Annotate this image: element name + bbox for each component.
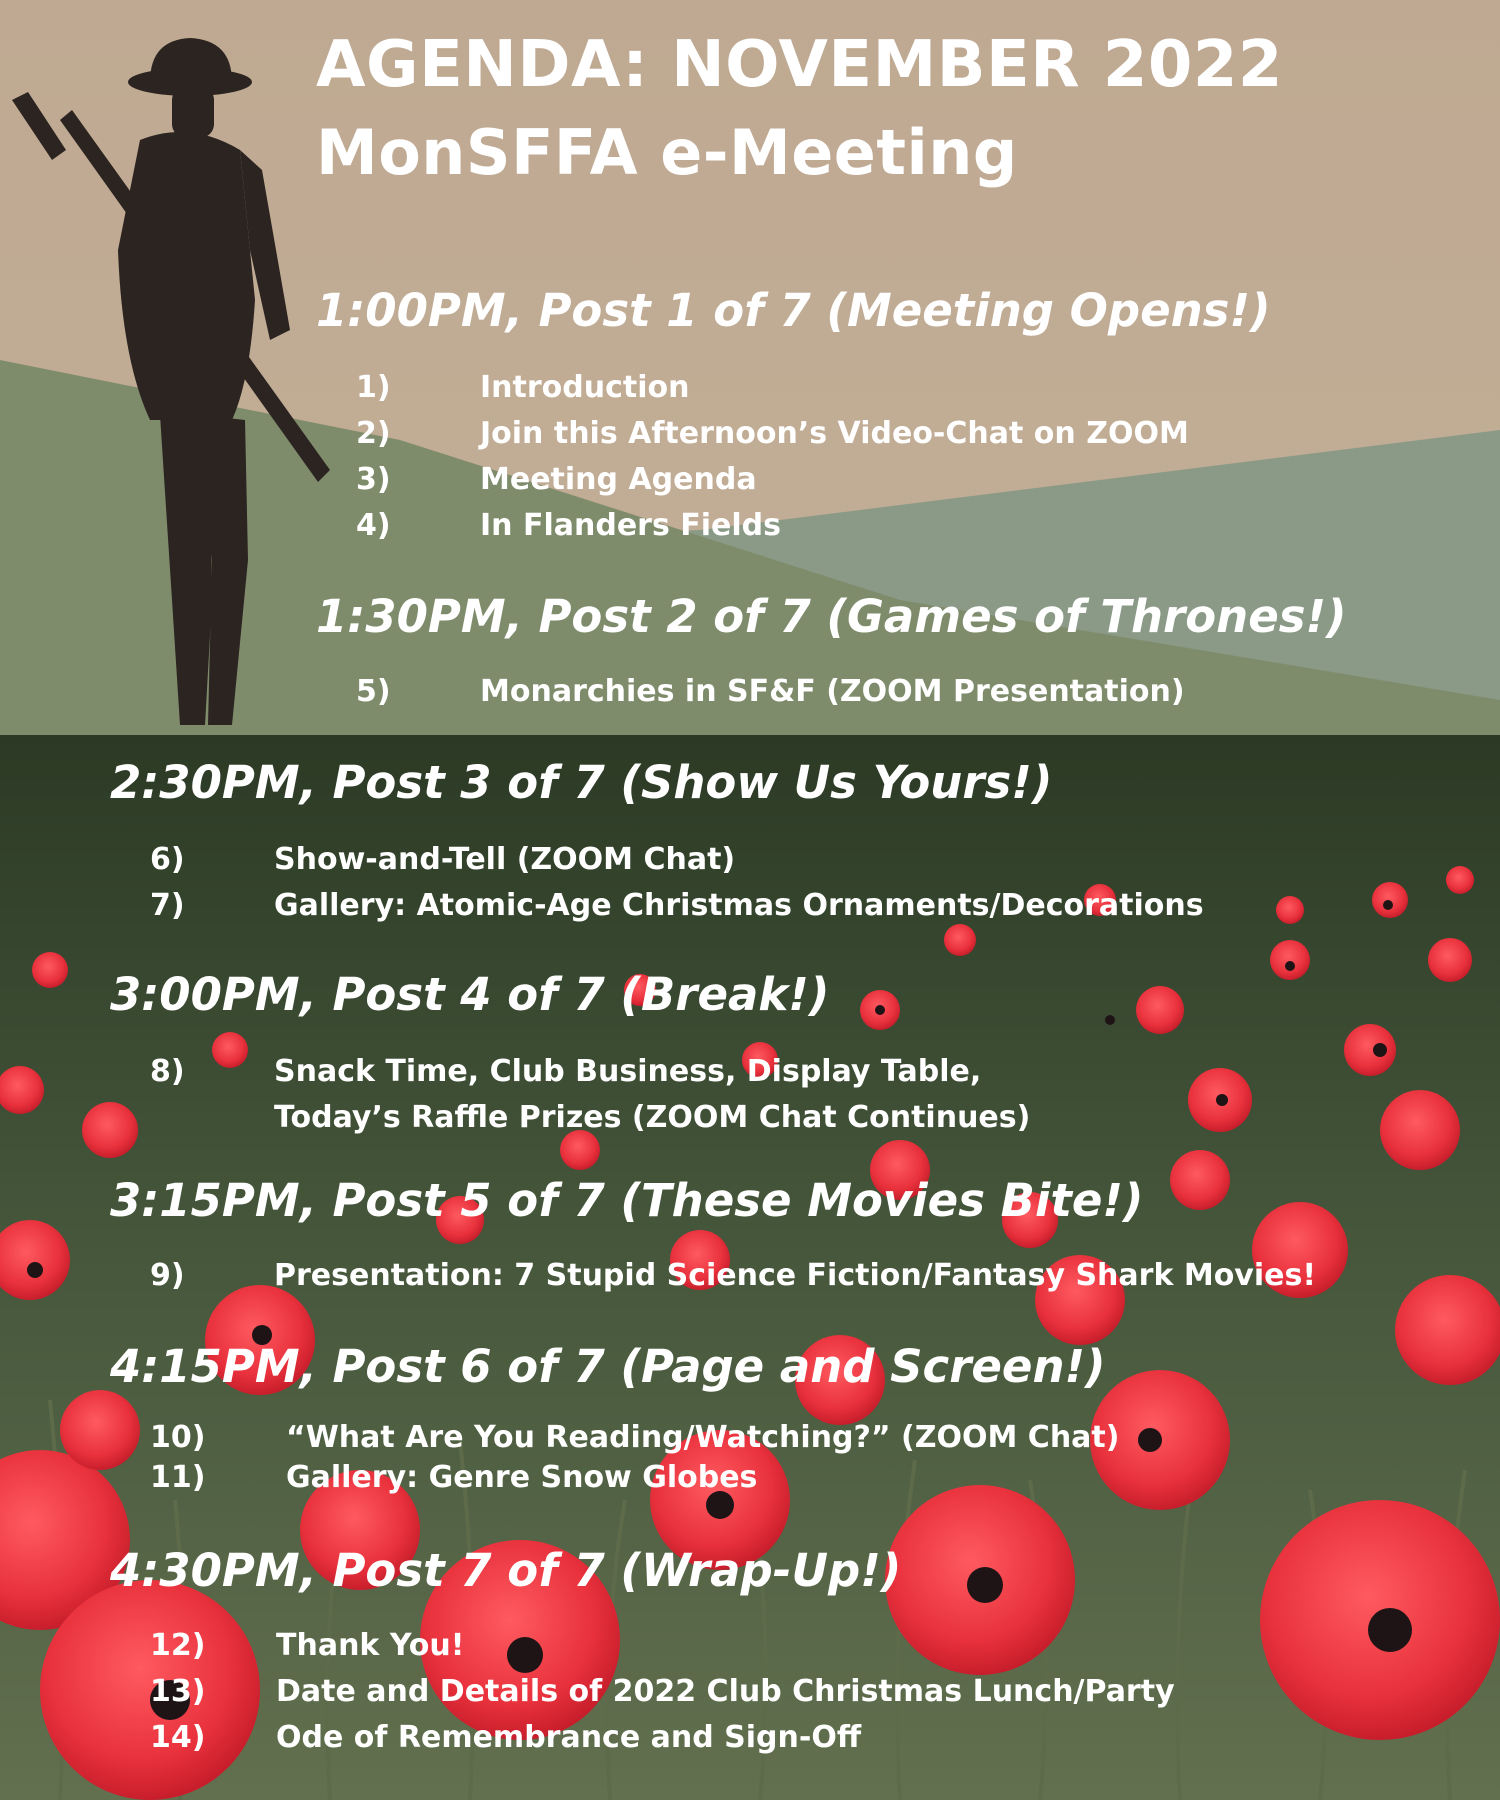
- poppy: [32, 952, 68, 988]
- poppy: [1344, 1024, 1396, 1076]
- item-text: Show-and-Tell (ZOOM Chat): [274, 842, 736, 877]
- item-text: Monarchies in SF&F (ZOOM Presentation): [480, 674, 1185, 709]
- poppy: [1270, 940, 1310, 980]
- item-text: Presentation: 7 Stupid Science Fiction/Fantasy Shark Movies!: [274, 1258, 1317, 1293]
- item-number: 10): [150, 1420, 206, 1455]
- poppy: [1380, 1090, 1460, 1170]
- item-text: Join this Afternoon’s Video-Chat on ZOOM: [480, 416, 1189, 451]
- section-heading-post-2: 1:30PM, Post 2 of 7 (Games of Thrones!): [316, 590, 1347, 643]
- item-number: 11): [150, 1460, 206, 1495]
- item-number: 1): [356, 370, 391, 405]
- item-number: 2): [356, 416, 391, 451]
- poppy: [1446, 866, 1474, 894]
- item-number: 9): [150, 1258, 185, 1293]
- item-number: 7): [150, 888, 185, 923]
- item-text: “What Are You Reading/Watching?” (ZOOM Chat): [286, 1420, 1120, 1455]
- item-text: Thank You!: [276, 1628, 465, 1663]
- item-text: Meeting Agenda: [480, 462, 757, 497]
- item-text: Today’s Raffle Prizes (ZOOM Chat Continues): [274, 1100, 1031, 1135]
- section-heading-post-1: 1:00PM, Post 1 of 7 (Meeting Opens!): [316, 284, 1271, 337]
- poppy: [1428, 938, 1472, 982]
- poppy: [944, 924, 976, 956]
- poppy: [1372, 882, 1408, 918]
- item-number: 12): [150, 1628, 206, 1663]
- section-heading-post-3: 2:30PM, Post 3 of 7 (Show Us Yours!): [110, 756, 1053, 809]
- item-text: In Flanders Fields: [480, 508, 781, 543]
- item-text: Snack Time, Club Business, Display Table,: [274, 1054, 982, 1089]
- item-number: 8): [150, 1054, 185, 1089]
- poppy: [1170, 1150, 1230, 1210]
- section-heading-post-6: 4:15PM, Post 6 of 7 (Page and Screen!): [110, 1340, 1106, 1393]
- item-number: 5): [356, 674, 391, 709]
- meeting-subtitle: MonSFFA e-Meeting: [316, 116, 1018, 189]
- poppy: [1136, 986, 1184, 1034]
- item-number: 4): [356, 508, 391, 543]
- agenda-title: AGENDA: NOVEMBER 2022: [316, 28, 1283, 102]
- section-heading-post-4: 3:00PM, Post 4 of 7 (Break!): [110, 968, 830, 1021]
- section-heading-post-7: 4:30PM, Post 7 of 7 (Wrap-Up!): [110, 1544, 902, 1597]
- item-number: 13): [150, 1674, 206, 1709]
- poppy: [60, 1390, 140, 1470]
- section-heading-post-5: 3:15PM, Post 5 of 7 (These Movies Bite!): [110, 1174, 1144, 1227]
- poppy: [212, 1032, 248, 1068]
- item-text: Gallery: Genre Snow Globes: [286, 1460, 758, 1495]
- item-text: Introduction: [480, 370, 690, 405]
- poppy: [82, 1102, 138, 1158]
- poppy: [1395, 1275, 1500, 1385]
- item-number: 6): [150, 842, 185, 877]
- item-text: Gallery: Atomic-Age Christmas Ornaments/Decorations: [274, 888, 1204, 923]
- poppy: [1276, 896, 1304, 924]
- item-text: Ode of Remembrance and Sign-Off: [276, 1720, 862, 1755]
- item-number: 14): [150, 1720, 206, 1755]
- item-number: 3): [356, 462, 391, 497]
- item-text: Date and Details of 2022 Club Christmas Lunch/Party: [276, 1674, 1175, 1709]
